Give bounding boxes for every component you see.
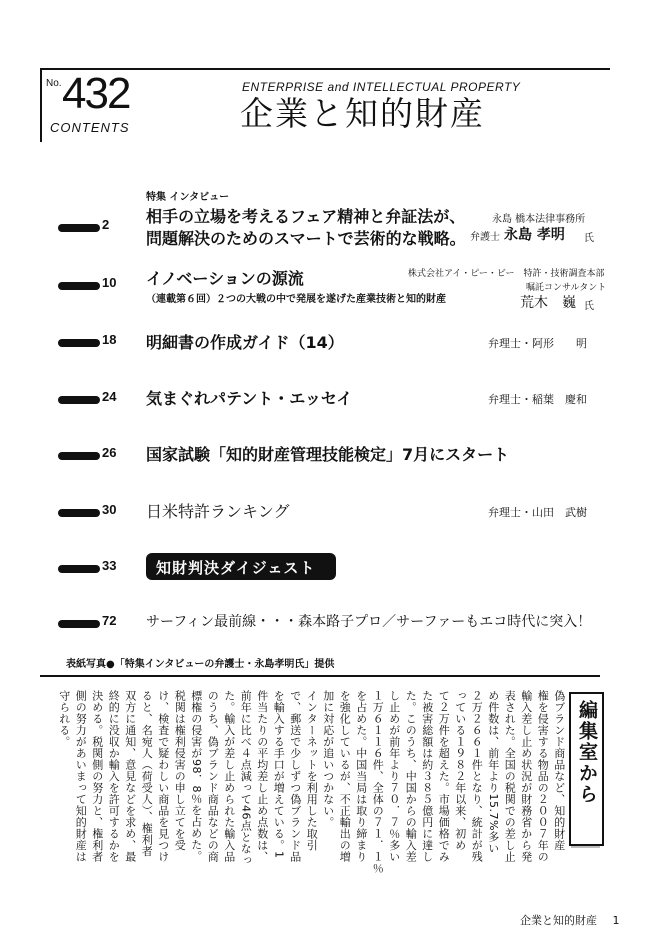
- editorial-column: 輸入差し止め状況が財務省から発: [519, 690, 533, 863]
- toc-author-suffix: 氏: [584, 301, 594, 312]
- page-marker-bar: [58, 509, 100, 517]
- editorial-column: を輸入する手口が増えている。1: [272, 690, 286, 859]
- toc-page-number: 33: [102, 558, 117, 573]
- toc-kicker: 特集 インタビュー: [146, 192, 230, 203]
- editorial-column: を強化しているが、不正輸出の増: [338, 690, 352, 863]
- footer-magazine: 企業と知的財産: [520, 914, 597, 927]
- toc-title: 日米特許ランキング: [146, 502, 290, 521]
- toc-title: 相手の立場を考えるフェア精神と弁証法が、: [146, 207, 466, 226]
- editorial-column: 前年に比べ４点減って46点となっ: [239, 690, 253, 866]
- digest-title-box: [146, 553, 336, 580]
- page-marker-bar: [58, 396, 100, 404]
- toc-title: イノベーションの源流: [146, 269, 304, 288]
- editorial-column: 加に対応が追いつかない。: [321, 690, 335, 828]
- editorial-column: で、郵送で少しずつ偽ブランド品: [288, 690, 302, 863]
- toc-page-number: 26: [102, 445, 117, 460]
- editorial-column: っている１９８２年以来、初め: [453, 690, 467, 851]
- toc-affiliation-2: 嘱託コンサルタント: [526, 283, 607, 293]
- editorial-column: ２万２６６１件となり、統計が残: [470, 690, 484, 863]
- editorial-column: た。このうち、中国からの輸入差: [404, 690, 418, 863]
- toc-title: 国家試験「知的財産管理技能検定」7月にスタート: [146, 445, 510, 464]
- editorial-column: し止めが前年より７０．７％多い: [387, 690, 401, 863]
- editorial-column: 終的に没収か輸入を許可するかを: [107, 690, 121, 863]
- editorial-column: 偽ブランド商品など、知的財産: [552, 690, 566, 851]
- editorial-column: 双方に通知、意見などを求め、最: [123, 690, 137, 863]
- toc-page-number: 10: [102, 275, 117, 290]
- page-marker-bar: [58, 339, 100, 347]
- toc-page-number: 18: [102, 332, 117, 347]
- editorial-column: １万６１１６件、全体の７１．１％: [371, 690, 385, 874]
- page-marker-bar: [58, 620, 100, 628]
- editorial-column: 表された。全国の税関での差し止: [503, 690, 517, 863]
- toc-author-name: 永島 孝明: [504, 227, 565, 243]
- toc-affiliation: 永島 橋本法律事務所: [492, 214, 586, 225]
- footer-page-number: 1: [612, 914, 620, 927]
- page-marker-bar: [58, 224, 100, 232]
- editorial-column: た。輸入が差し止められた輸入品: [222, 690, 236, 863]
- editorial-column: た被害総額は約３８５億円に達し: [420, 690, 434, 863]
- page-marker-bar: [58, 452, 100, 460]
- toc-page-number: 30: [102, 502, 117, 517]
- issue-number: 432: [62, 69, 130, 118]
- toc-title-line2: 問題解決のためのスマートで芸術的な戦略。: [146, 229, 466, 248]
- editorial-column: 決める。税関側の努力と、権利者: [90, 690, 104, 863]
- section-divider: [40, 675, 600, 677]
- toc-affiliation: 株式会社アイ・ピー・ビー 特許・技術調査本部: [408, 269, 605, 279]
- editorial-column: 標権の侵害が98．8％を占めた。: [189, 690, 203, 862]
- editorial-column: け、検査で疑わしい商品を見つけ: [156, 690, 170, 863]
- contents-label: CONTENTS: [50, 120, 130, 135]
- editorial-heading-box: [569, 692, 604, 846]
- cover-photo-credit: 表紙写真●「特集インタビューの弁護士・永島孝明氏」提供: [66, 659, 335, 670]
- toc-author-role: 弁護士: [470, 232, 500, 243]
- editorial-column: ると、名宛人（荷受人）、権利者: [140, 690, 154, 857]
- toc-author-name: 荒木 巍: [520, 295, 576, 311]
- editorial-column: て２万件を超えた。市場価格でみ: [437, 690, 451, 863]
- editorial-column: インターネットを利用した取引: [305, 690, 319, 851]
- toc-subtitle: （連載第６回）２つの大戦の中で発展を遂げた産業技術と知的財産: [146, 294, 446, 305]
- editorial-column: のうち、偽ブランド商品などの商: [206, 690, 220, 863]
- magazine-title-jp: 企業と知的財産: [240, 94, 485, 133]
- editorial-column: め件数は、前年より15.7%多い: [486, 690, 500, 854]
- editorial-column: 側の努力があいまって知的財産は: [74, 690, 88, 863]
- editorial-column: 税関は権利侵害の申し立てを受: [173, 690, 187, 851]
- toc-author: 弁理士・阿形 明: [488, 337, 587, 350]
- magazine-title-en: ENTERPRISE and INTELLECTUAL PROPERTY: [242, 80, 521, 94]
- toc-page-number: 2: [102, 217, 110, 232]
- toc-page-number: 24: [102, 389, 117, 404]
- toc-author: 弁理士・稲葉 慶和: [488, 393, 587, 406]
- issue-no-label: No.: [46, 78, 62, 89]
- toc-title: 知財判決ダイジェスト: [156, 559, 316, 577]
- page-footer: [520, 912, 620, 928]
- toc-author-suffix: 氏: [584, 233, 594, 244]
- editorial-column: 守られる。: [57, 690, 71, 748]
- editorial-column: 権を侵害する物品の２００７年の: [536, 690, 550, 863]
- toc-title: 明細書の作成ガイド（14）: [146, 333, 344, 352]
- editorial-column: 件当たりの平均差し止め点数は、: [255, 690, 269, 863]
- editorial-heading: 編集室から: [576, 700, 598, 805]
- toc-title: サーフィン最前線・・・森本路子プロ／サーファーもエコ時代に突入！: [146, 614, 592, 630]
- editorial-column: を占めた。中国当局は取り締まり: [354, 690, 368, 863]
- page-marker-bar: [58, 565, 100, 573]
- toc-author: 弁理士・山田 武樹: [488, 506, 587, 519]
- page-marker-bar: [58, 282, 100, 290]
- toc-page-number: 72: [102, 613, 117, 628]
- toc-title: 気まぐれパテント・エッセイ: [146, 389, 353, 408]
